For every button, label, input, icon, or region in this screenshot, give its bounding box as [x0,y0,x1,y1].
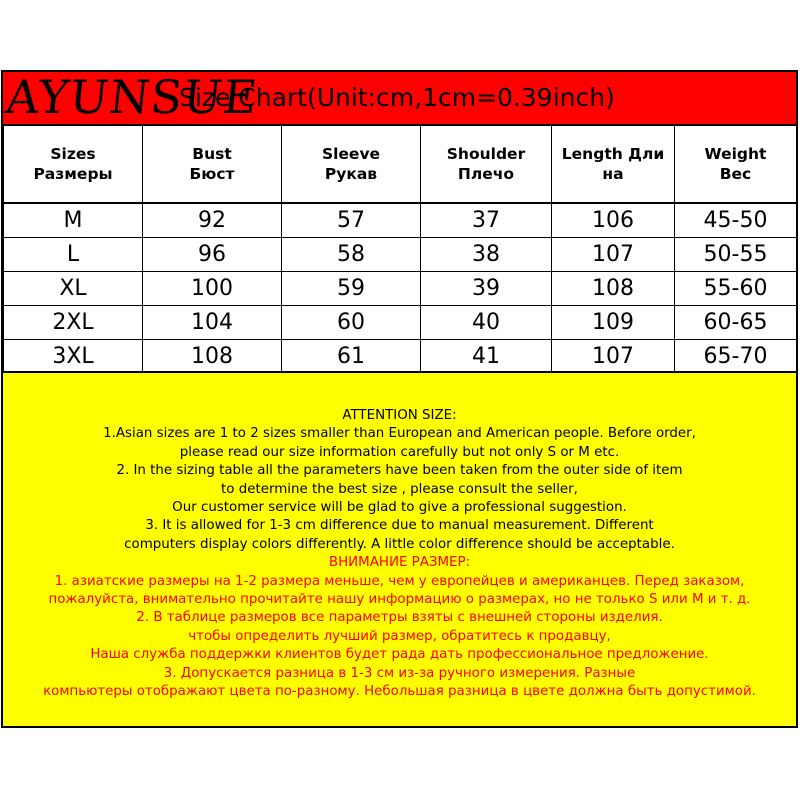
cell-sleeve: 58 [282,238,421,272]
table-row [4,340,797,374]
cell-length: 109 [552,306,675,340]
notes-en-line: computers display colors differently. A little color difference should be acceptable. [124,536,675,552]
cell-length: 107 [552,340,675,374]
notes-ru-line: 1. азиатские размеры на 1-2 размера меньше, чем у европейцев и американцев. Перед заказом, [54,573,745,589]
table-row [4,306,797,340]
brand-logo: AYUNSUE [3,70,261,124]
cell-shoulder: 41 [421,340,552,374]
cell-size: 3XL [4,340,143,374]
cell-sleeve: 61 [282,340,421,374]
cell-length: 106 [552,203,675,238]
notes-ru-line: Наша служба поддержки клиентов будет рада дать профессиональное предложение. [90,647,709,663]
table-header-row [4,125,797,204]
cell-shoulder: 39 [421,272,552,306]
column-header-length: Length Дли на [552,125,675,204]
notes-ru-line: 3. Допускается разница в 1-3 см из-за ручного измерения. Разные [163,665,636,681]
cell-size: XL [4,272,143,306]
table-row [4,272,797,306]
cell-weight: 65-70 [675,340,797,374]
notes-ru-line: чтобы определить лучший размер, обратитесь к продавцу, [188,628,611,644]
cell-bust: 92 [143,203,282,238]
column-header-sleeve: Sleeve Рукав [282,125,421,204]
notes-en-line: 1.Asian sizes are 1 to 2 sizes smaller than European and American people. Before order, [103,426,696,442]
cell-shoulder: 37 [421,203,552,238]
notes-ru-line: компьютеры отображают цвета по-разному. Небольшая разница в цвете должна быть допустимой. [43,684,756,700]
cell-size: L [4,238,143,272]
column-header-shoulder: Shoulder Плечо [421,125,552,204]
notes-en-line: please read our size information carefully but not only S or M etc. [179,444,620,460]
cell-length: 108 [552,272,675,306]
cell-sleeve: 59 [282,272,421,306]
size-chart [1,70,798,728]
cell-bust: 104 [143,306,282,340]
attention-notes [3,371,796,726]
cell-weight: 45-50 [675,203,797,238]
column-header-weight: Weight Вес [675,125,797,204]
notes-ru-line: ВНИМАНИЕ РАЗМЕР: [328,555,471,571]
column-header-bust: Bust Бюст [143,125,282,204]
notes-ru-line: пожалуйста, внимательно прочитайте нашу информацию о размерах, но не только S или M и т. д. [48,592,751,608]
notes-en-line: Our customer service will be glad to give a professional suggestion. [172,500,627,516]
title-bar [3,72,796,126]
cell-shoulder: 38 [421,238,552,272]
cell-bust: 96 [143,238,282,272]
notes-en-line: to determine the best size , please consult the seller, [221,481,578,497]
cell-size: 2XL [4,306,143,340]
size-table [3,124,797,374]
cell-length: 107 [552,238,675,272]
cell-weight: 55-60 [675,272,797,306]
table-row [4,238,797,272]
cell-weight: 50-55 [675,238,797,272]
table-row [4,203,797,238]
notes-en-line: 3. It is allowed for 1-3 cm difference due to manual measurement. Different [145,518,654,534]
cell-weight: 60-65 [675,306,797,340]
cell-bust: 108 [143,340,282,374]
cell-shoulder: 40 [421,306,552,340]
notes-ru-line: 2. В таблице размеров все параметры взяты с внешней стороны изделия. [136,610,663,626]
cell-bust: 100 [143,272,282,306]
notes-en-line: 2. In the sizing table all the parameters have been taken from the outer side of item [116,463,683,479]
chart-title: Size Chart(Unit:cm,1cm=0.39inch) [179,83,615,112]
cell-sleeve: 60 [282,306,421,340]
cell-sleeve: 57 [282,203,421,238]
notes-en-line: ATTENTION SIZE: [342,408,457,423]
cell-size: M [4,203,143,238]
column-header-sizes: Sizes Размеры [4,125,143,204]
